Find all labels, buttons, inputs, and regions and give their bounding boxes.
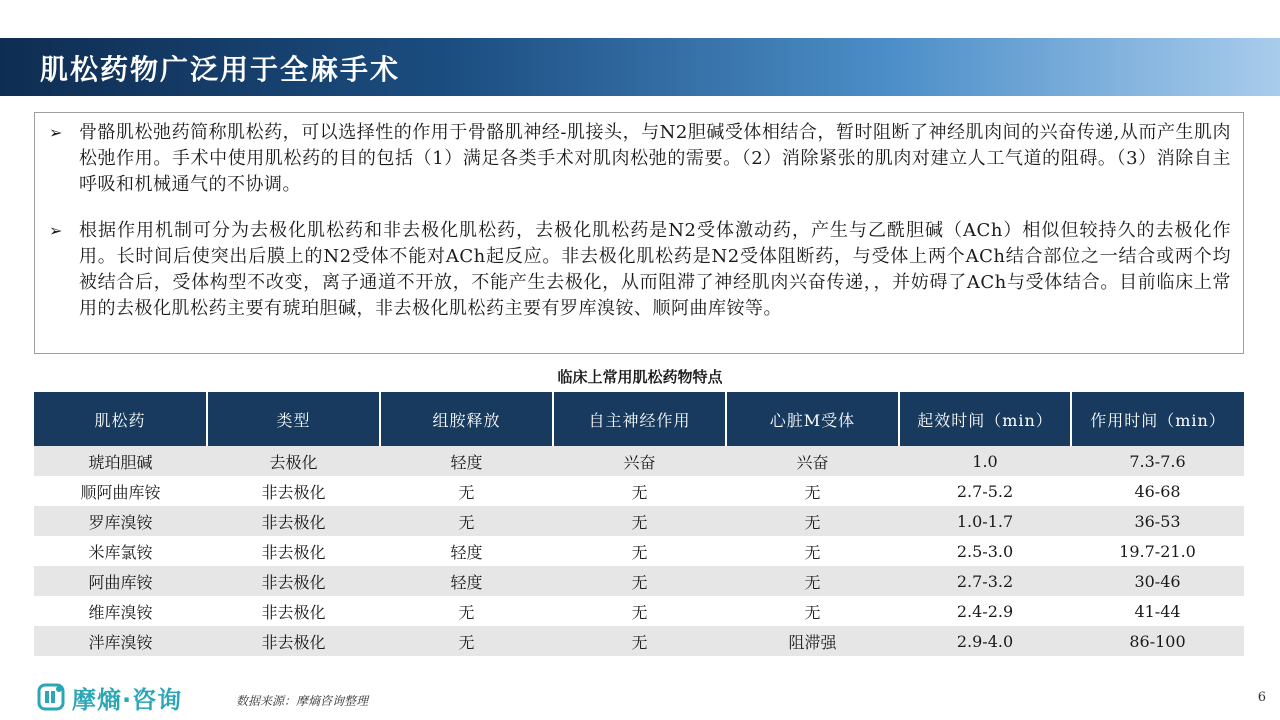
table-cell: 轻度 (380, 446, 553, 476)
bullet-arrow-icon: ➢ (49, 123, 63, 142)
table-cell: 阻滞强 (726, 626, 899, 656)
drug-table (34, 392, 1244, 656)
table-cell: 1.0 (899, 446, 1071, 476)
table-cell: 非去极化 (207, 506, 380, 536)
column-header: 肌松药 (34, 392, 207, 446)
table-cell: 无 (553, 536, 726, 566)
table-cell: 无 (726, 596, 899, 626)
column-header: 作用时间（min） (1071, 392, 1244, 446)
bullet-text: 骨骼肌松弛药简称肌松药，可以选择性的作用于骨骼肌神经-肌接头，与N2胆碱受体相结合，暂时阻断了神经肌肉间的兴奋传递,从而产生肌肉松弛作用。手术中使用肌松药的目的包括（1）满足各类手术对肌肉松弛的需要。（2）消除紧张的肌肉对建立人工气道的阻碍。（3）消除自主呼吸和机械通气的不协调。 (79, 122, 1231, 195)
intro-bullet (47, 218, 1231, 322)
table-cell: 无 (380, 596, 553, 626)
table-cell: 无 (726, 566, 899, 596)
table-cell: 1.0-1.7 (899, 506, 1071, 536)
table-cell: 琥珀胆碱 (34, 446, 207, 476)
page-title: 肌松药物广泛用于全麻手术 (40, 53, 401, 86)
table-cell: 非去极化 (207, 566, 380, 596)
table-title: 临床上常用肌松药物特点 (557, 368, 723, 386)
table-cell: 轻度 (380, 536, 553, 566)
table-cell: 非去极化 (207, 536, 380, 566)
table-header-row (34, 392, 1244, 446)
intro-bullet (47, 120, 1231, 198)
table-cell: 维库溴铵 (34, 596, 207, 626)
table-cell: 2.7-3.2 (899, 566, 1071, 596)
table-cell: 2.9-4.0 (899, 626, 1071, 656)
table-row (34, 566, 1244, 596)
table-cell: 非去极化 (207, 596, 380, 626)
table-row (34, 506, 1244, 536)
table-row (34, 626, 1244, 656)
header-bar (0, 38, 1280, 96)
page-number: 6 (1257, 690, 1266, 705)
table-cell: 41-44 (1071, 596, 1244, 626)
logo-mark-icon (36, 682, 66, 712)
intro-textbox (34, 112, 1244, 354)
table-cell: 86-100 (1071, 626, 1244, 656)
table-row (34, 476, 1244, 506)
logo-text: 摩熵·咨询 (72, 685, 183, 714)
table-cell: 19.7-21.0 (1071, 536, 1244, 566)
table-cell: 无 (726, 476, 899, 506)
table-cell: 无 (380, 506, 553, 536)
table-cell: 兴奋 (553, 446, 726, 476)
data-source-note: 数据来源：摩熵咨询整理 (236, 694, 369, 708)
table-cell: 顺阿曲库铵 (34, 476, 207, 506)
table-cell: 无 (553, 596, 726, 626)
table-cell: 无 (380, 626, 553, 656)
table-cell: 无 (553, 626, 726, 656)
table-row (34, 596, 1244, 626)
table-cell: 阿曲库铵 (34, 566, 207, 596)
company-logo (36, 680, 182, 714)
table-cell: 2.7-5.2 (899, 476, 1071, 506)
table-cell: 去极化 (207, 446, 380, 476)
table-cell: 7.3-7.6 (1071, 446, 1244, 476)
table-cell: 2.4-2.9 (899, 596, 1071, 626)
table-cell: 非去极化 (207, 626, 380, 656)
column-header: 起效时间（min） (899, 392, 1071, 446)
column-header: 心脏M受体 (726, 392, 899, 446)
table-cell: 无 (380, 476, 553, 506)
table-cell: 泮库溴铵 (34, 626, 207, 656)
table-cell: 米库氯铵 (34, 536, 207, 566)
column-header: 自主神经作用 (553, 392, 726, 446)
table-cell: 无 (726, 536, 899, 566)
table-cell: 罗库溴铵 (34, 506, 207, 536)
table-cell: 无 (726, 506, 899, 536)
table-cell: 轻度 (380, 566, 553, 596)
column-header: 组胺释放 (380, 392, 553, 446)
table-cell: 2.5-3.0 (899, 536, 1071, 566)
table-cell: 兴奋 (726, 446, 899, 476)
table-row (34, 536, 1244, 566)
column-header: 类型 (207, 392, 380, 446)
table-cell: 无 (553, 506, 726, 536)
table-cell: 46-68 (1071, 476, 1244, 506)
table-cell: 无 (553, 476, 726, 506)
table-cell: 30-46 (1071, 566, 1244, 596)
bullet-arrow-icon: ➢ (49, 221, 63, 240)
table-cell: 非去极化 (207, 476, 380, 506)
table-cell: 36-53 (1071, 506, 1244, 536)
bullet-text: 根据作用机制可分为去极化肌松药和非去极化肌松药，去极化肌松药是N2受体激动药，产生与乙酰胆碱（ACh）相似但较持久的去极化作用。长时间后使突出后膜上的N2受体不能对ACh起反应。非去极化肌松药是N2受体阻断药，与受体上两个ACh结合部位之一结合或两个均被结合后，受体构型不改变，离子通道不开放，不能产生去极化，从而阻滞了神经肌肉兴奋传递，，并妨碍了ACh与受体结合。目前临床上常用的去极化肌松药主要有琥珀胆碱，非去极化肌松药主要有罗库溴铵、顺阿曲库铵等。 (79, 220, 1231, 319)
table-cell: 无 (553, 566, 726, 596)
table-row (34, 446, 1244, 476)
